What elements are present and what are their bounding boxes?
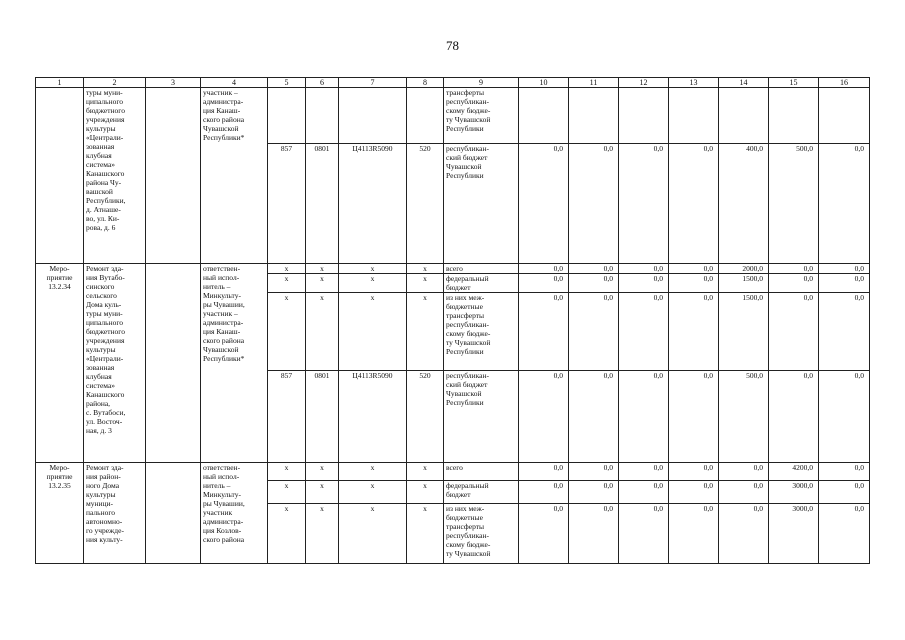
text-line: скому бюдже- — [446, 329, 491, 338]
text-line: во, ул. Ки- — [86, 214, 120, 223]
value-cell: 0,0 — [819, 264, 870, 274]
funding-source-cell — [444, 463, 519, 481]
text-line: Минкульту- — [203, 490, 241, 499]
value-cell: 0,0 — [569, 274, 619, 293]
value-cell: 1500,0 — [719, 274, 769, 293]
code-cell-c8: x — [407, 481, 444, 504]
column-header-5: 5 — [268, 78, 306, 88]
text-line: Республики — [446, 124, 484, 133]
value-cell — [819, 88, 870, 144]
text-line: бюджет — [446, 490, 471, 499]
value-cell: 0,0 — [619, 274, 669, 293]
column-header-11: 11 — [569, 78, 619, 88]
measure-name-cell — [84, 463, 146, 564]
column-header-13: 13 — [669, 78, 719, 88]
code-cell-c7: x — [339, 463, 407, 481]
table-row — [36, 88, 870, 144]
column-header-1: 1 — [36, 78, 84, 88]
text-line: ского района — [203, 535, 245, 544]
text-line: «Централи- — [86, 354, 124, 363]
value-cell: 0,0 — [669, 274, 719, 293]
code-cell-c8: x — [407, 504, 444, 564]
value-cell: 0,0 — [619, 144, 669, 264]
value-cell: 0,0 — [619, 293, 669, 371]
code-cell-c6: x — [306, 504, 339, 564]
text-line: ципального — [86, 97, 124, 106]
text-line: республикан- — [446, 371, 490, 380]
code-cell-c6: 0801 — [306, 371, 339, 463]
text-line: Дома куль- — [86, 300, 122, 309]
text-line: района Чу- — [86, 178, 122, 187]
code-cell-c8: 520 — [407, 371, 444, 463]
text-line: администра- — [203, 97, 244, 106]
value-cell: 0,0 — [669, 463, 719, 481]
text-line: ответствен- — [203, 463, 241, 472]
text-line: учреждения — [86, 115, 125, 124]
text-line: Канашского — [86, 390, 125, 399]
text-line: республикан- — [446, 320, 490, 329]
measure-name-cell — [84, 88, 146, 264]
code-cell-c5: 857 — [268, 371, 306, 463]
code-cell-c7: Ц4113R5090 — [339, 371, 407, 463]
value-cell: 0,0 — [619, 371, 669, 463]
code-cell-c5: x — [268, 463, 306, 481]
text-line: Республики, — [86, 196, 126, 205]
value-cell: 0,0 — [669, 371, 719, 463]
funding-source-cell — [444, 481, 519, 504]
value-cell: 0,0 — [619, 504, 669, 564]
value-cell: 500,0 — [719, 371, 769, 463]
value-cell — [519, 88, 569, 144]
value-cell: 0,0 — [519, 481, 569, 504]
value-cell: 0,0 — [619, 264, 669, 274]
value-cell: 0,0 — [519, 293, 569, 371]
code-cell-c7: x — [339, 293, 407, 371]
text-line: ный испол- — [203, 273, 240, 282]
value-cell: 0,0 — [569, 463, 619, 481]
text-line: Меро- — [49, 264, 70, 273]
text-line: с. Вутабоси, — [86, 408, 126, 417]
table-row — [36, 264, 870, 274]
code-cell-c5: x — [268, 274, 306, 293]
text-line: система» — [86, 160, 116, 169]
text-line: федеральный — [446, 481, 489, 490]
text-line: всего — [446, 264, 463, 273]
text-line: зованная — [86, 142, 115, 151]
value-cell: 0,0 — [719, 481, 769, 504]
value-cell: 0,0 — [569, 504, 619, 564]
code-cell-c6: 0801 — [306, 144, 339, 264]
responsible-cell — [201, 463, 268, 564]
text-line: ский бюджет — [446, 153, 488, 162]
text-line: республикан- — [446, 144, 490, 153]
text-line: ная, д. 3 — [86, 426, 112, 435]
text-line: туры муни- — [86, 309, 123, 318]
code-cell-c7: x — [339, 274, 407, 293]
measure-id-cell — [36, 264, 84, 463]
value-cell: 0,0 — [519, 504, 569, 564]
column-header-10: 10 — [519, 78, 569, 88]
code-cell-c6: x — [306, 481, 339, 504]
value-cell: 1500,0 — [719, 293, 769, 371]
text-line: вашской — [86, 187, 113, 196]
value-cell: 0,0 — [769, 274, 819, 293]
column-header-4: 4 — [201, 78, 268, 88]
text-line: бюджетного — [86, 327, 125, 336]
text-line: администра- — [203, 517, 244, 526]
value-cell: 0,0 — [819, 274, 870, 293]
code-cell-c5: x — [268, 293, 306, 371]
text-line: ответствен- — [203, 264, 241, 273]
text-line: бюджет — [446, 283, 471, 292]
value-cell: 0,0 — [819, 463, 870, 481]
text-line: ципального — [86, 318, 124, 327]
text-line: автономно- — [86, 517, 123, 526]
text-line: ный испол- — [203, 472, 240, 481]
value-cell: 0,0 — [819, 371, 870, 463]
value-cell: 0,0 — [619, 481, 669, 504]
funding-source-cell — [444, 88, 519, 144]
funding-source-cell — [444, 293, 519, 371]
value-cell: 0,0 — [669, 293, 719, 371]
code-cell-c7: x — [339, 504, 407, 564]
column-header-16: 16 — [819, 78, 870, 88]
value-cell: 0,0 — [669, 144, 719, 264]
value-cell — [769, 88, 819, 144]
text-line: администра- — [203, 318, 244, 327]
text-line: туры муни- — [86, 88, 123, 97]
code-cell-c6: x — [306, 293, 339, 371]
text-line: ры Чувашии, — [203, 499, 245, 508]
text-line: синского — [86, 282, 115, 291]
text-line: республикан- — [446, 531, 490, 540]
text-line: ного Дома — [86, 481, 120, 490]
value-cell: 0,0 — [569, 481, 619, 504]
text-line: бюджетные — [446, 513, 483, 522]
text-line: Республики — [446, 347, 484, 356]
text-line: Республики* — [203, 133, 245, 142]
text-line: ния культу- — [86, 535, 123, 544]
code-cell-c7: x — [339, 264, 407, 274]
code-cell-c8: x — [407, 274, 444, 293]
text-line: ского района — [203, 336, 245, 345]
text-line: культуры — [86, 124, 116, 133]
value-cell: 0,0 — [769, 371, 819, 463]
column-header-2: 2 — [84, 78, 146, 88]
text-line: Минкульту- — [203, 291, 241, 300]
text-line: ния Вутабо- — [86, 273, 125, 282]
code-cell-c7 — [339, 88, 407, 144]
measure-id-cell — [36, 463, 84, 564]
text-line: Канашского — [86, 169, 125, 178]
code-cell-c8 — [407, 88, 444, 144]
value-cell: 0,0 — [569, 371, 619, 463]
text-line: «Централи- — [86, 133, 124, 142]
text-line: ция Канаш- — [203, 327, 241, 336]
text-line: ту Чувашской — [446, 549, 491, 558]
text-line: участник — [203, 508, 233, 517]
value-cell: 0,0 — [569, 264, 619, 274]
responsible-cell — [201, 88, 268, 264]
value-cell: 0,0 — [519, 274, 569, 293]
text-line: из них меж- — [446, 293, 485, 302]
code-cell-c6: x — [306, 463, 339, 481]
text-line: система» — [86, 381, 116, 390]
value-cell: 3000,0 — [769, 504, 819, 564]
text-line: Республики — [446, 398, 484, 407]
text-line: клубная — [86, 151, 112, 160]
value-cell: 3000,0 — [769, 481, 819, 504]
empty-cell — [146, 264, 201, 463]
value-cell: 0,0 — [769, 293, 819, 371]
header-row — [36, 78, 870, 88]
code-cell-c8: 520 — [407, 144, 444, 264]
value-cell: 0,0 — [719, 504, 769, 564]
text-line: трансферты — [446, 522, 485, 531]
code-cell-c6: x — [306, 264, 339, 274]
text-line: нитель – — [203, 481, 231, 490]
responsible-cell — [201, 264, 268, 463]
column-header-8: 8 — [407, 78, 444, 88]
text-line: культуры — [86, 490, 116, 499]
value-cell — [569, 88, 619, 144]
code-cell-c8: x — [407, 264, 444, 274]
funding-source-cell — [444, 371, 519, 463]
text-line: республикан- — [446, 97, 490, 106]
value-cell: 0,0 — [669, 504, 719, 564]
text-line: ния район- — [86, 472, 121, 481]
text-line: Чувашской — [203, 345, 239, 354]
code-cell-c5: x — [268, 481, 306, 504]
empty-cell — [146, 463, 201, 564]
value-cell: 0,0 — [819, 144, 870, 264]
column-header-14: 14 — [719, 78, 769, 88]
text-line: трансферты — [446, 88, 485, 97]
text-line: бюджетного — [86, 106, 125, 115]
value-cell: 0,0 — [519, 144, 569, 264]
text-line: приятие — [46, 472, 73, 481]
text-line: го учрежде- — [86, 526, 124, 535]
code-cell-c5: x — [268, 504, 306, 564]
text-line: ция Канаш- — [203, 106, 241, 115]
code-cell-c5: x — [268, 264, 306, 274]
text-line: д. Атнаше- — [86, 205, 121, 214]
text-line: Ремонт зда- — [86, 264, 124, 273]
text-line: ция Козлов- — [203, 526, 242, 535]
column-header-3: 3 — [146, 78, 201, 88]
text-line: ул. Восточ- — [86, 417, 123, 426]
empty-cell — [146, 88, 201, 264]
text-line: клубная — [86, 372, 112, 381]
value-cell: 0,0 — [819, 481, 870, 504]
text-line: Республики — [446, 171, 484, 180]
value-cell: 0,0 — [819, 504, 870, 564]
value-cell: 0,0 — [569, 144, 619, 264]
column-header-6: 6 — [306, 78, 339, 88]
value-cell: 0,0 — [719, 463, 769, 481]
text-line: ского района — [203, 115, 245, 124]
value-cell: 0,0 — [569, 293, 619, 371]
text-line: рова, д. 6 — [86, 223, 116, 232]
code-cell-c6: x — [306, 274, 339, 293]
text-line: трансферты — [446, 311, 485, 320]
column-header-15: 15 — [769, 78, 819, 88]
text-line: Ремонт зда- — [86, 463, 124, 472]
budget-table — [35, 77, 870, 564]
column-header-9: 9 — [444, 78, 519, 88]
value-cell: 0,0 — [519, 264, 569, 274]
column-header-7: 7 — [339, 78, 407, 88]
value-cell: 0,0 — [669, 264, 719, 274]
text-line: приятие — [46, 273, 73, 282]
text-line: сельского — [86, 291, 117, 300]
value-cell: 2000,0 — [719, 264, 769, 274]
value-cell — [619, 88, 669, 144]
text-line: ский бюджет — [446, 380, 488, 389]
value-cell: 400,0 — [719, 144, 769, 264]
text-line: скому бюдже- — [446, 540, 491, 549]
value-cell: 0,0 — [519, 371, 569, 463]
value-cell: 0,0 — [769, 264, 819, 274]
text-line: района, — [86, 399, 111, 408]
value-cell: 0,0 — [519, 463, 569, 481]
text-line: из них меж- — [446, 504, 485, 513]
value-cell: 0,0 — [669, 481, 719, 504]
value-cell: 500,0 — [769, 144, 819, 264]
text-line: Республики* — [203, 354, 245, 363]
text-line: Чувашской — [203, 124, 239, 133]
funding-source-cell — [444, 264, 519, 274]
text-line: зованная — [86, 363, 115, 372]
text-line: Чувашской — [446, 162, 482, 171]
column-header-12: 12 — [619, 78, 669, 88]
text-line: ту Чувашской — [446, 115, 491, 124]
code-cell-c8: x — [407, 463, 444, 481]
funding-source-cell — [444, 274, 519, 293]
table-row — [36, 463, 870, 481]
text-line: 13.2.35 — [48, 481, 71, 490]
text-line: ту Чувашской — [446, 338, 491, 347]
text-line: бюджетные — [446, 302, 483, 311]
measure-name-cell — [84, 264, 146, 463]
code-cell-c5: 857 — [268, 144, 306, 264]
text-line: всего — [446, 463, 463, 472]
text-line: нитель – — [203, 282, 231, 291]
text-line: пального — [86, 508, 115, 517]
text-line: участник – — [203, 88, 238, 97]
text-line: участник – — [203, 309, 238, 318]
code-cell-c6 — [306, 88, 339, 144]
text-line: 13.2.34 — [48, 282, 71, 291]
measure-id-cell — [36, 88, 84, 264]
text-line: учреждения — [86, 336, 125, 345]
text-line: ры Чувашии, — [203, 300, 245, 309]
text-line: скому бюдже- — [446, 106, 491, 115]
code-cell-c5 — [268, 88, 306, 144]
value-cell — [719, 88, 769, 144]
funding-source-cell — [444, 504, 519, 564]
value-cell — [669, 88, 719, 144]
code-cell-c7: x — [339, 481, 407, 504]
text-line: федеральный — [446, 274, 489, 283]
text-line: муници- — [86, 499, 114, 508]
text-line: Чувашской — [446, 389, 482, 398]
value-cell: 0,0 — [619, 463, 669, 481]
page-number: 78 — [446, 38, 459, 53]
text-line: Меро- — [49, 463, 70, 472]
funding-source-cell — [444, 144, 519, 264]
value-cell: 4200,0 — [769, 463, 819, 481]
value-cell: 0,0 — [819, 293, 870, 371]
text-line: культуры — [86, 345, 116, 354]
code-cell-c7: Ц4113R5090 — [339, 144, 407, 264]
code-cell-c8: x — [407, 293, 444, 371]
